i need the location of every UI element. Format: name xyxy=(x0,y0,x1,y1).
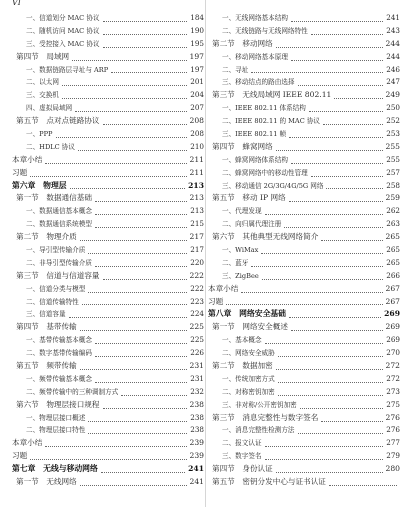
dot-leader xyxy=(300,408,384,409)
toc-entry-title: 第三节 信道与信道容量 xyxy=(16,270,100,280)
toc-entry xyxy=(208,450,400,463)
toc-entry xyxy=(208,180,400,193)
dot-leader xyxy=(30,176,186,177)
toc-entry-page: 255 xyxy=(385,141,400,151)
dot-leader xyxy=(95,356,187,357)
toc-entry-page: 267 xyxy=(385,283,400,293)
dot-leader xyxy=(311,34,384,35)
toc-entry xyxy=(208,231,400,244)
toc-entry-page: 269 xyxy=(385,322,400,332)
toc-entry-page: 207 xyxy=(190,103,204,113)
toc-entry xyxy=(12,167,204,180)
toc-entry-page: 213 xyxy=(189,193,204,203)
toc-entry xyxy=(208,347,400,360)
toc-entry xyxy=(208,296,400,309)
toc-entry-page: 280 xyxy=(385,464,400,474)
toc-entry-page: 231 xyxy=(189,361,204,371)
toc-entry-page: 238 xyxy=(190,425,204,435)
toc-entry xyxy=(208,64,400,77)
toc-entry xyxy=(12,270,204,283)
toc-column-right xyxy=(208,12,400,489)
toc-entry xyxy=(208,412,400,425)
toc-entry xyxy=(208,76,400,89)
toc-entry-title: 三、交换机 xyxy=(26,91,59,100)
toc-entry-title: 一、代理发现 xyxy=(222,207,262,216)
toc-entry-title: 一、传统加密方式 xyxy=(222,374,275,383)
dot-leader xyxy=(80,330,187,331)
toc-entry xyxy=(12,386,204,399)
dot-leader xyxy=(251,72,383,73)
toc-entry-page: 244 xyxy=(385,38,400,48)
toc-entry xyxy=(12,12,204,25)
toc-entry-title: 三、移动结点的路由选择 xyxy=(222,78,295,87)
dot-leader xyxy=(276,369,383,370)
toc-entry-page: 223 xyxy=(190,296,204,306)
toc-entry-page: 250 xyxy=(386,103,400,113)
dot-leader xyxy=(298,433,384,434)
toc-entry-title: 二、数字基带传输编码 xyxy=(26,349,92,358)
dot-leader xyxy=(323,124,383,125)
dot-leader xyxy=(95,382,187,383)
toc-entry xyxy=(12,244,204,257)
dot-leader xyxy=(321,240,382,241)
dot-leader xyxy=(226,304,382,305)
dot-leader xyxy=(265,214,384,215)
column-divider xyxy=(205,0,206,507)
dot-leader xyxy=(276,47,383,48)
dot-leader xyxy=(88,421,187,422)
toc-entry-title: 第六节 物理层接口规程 xyxy=(16,399,100,409)
dot-leader xyxy=(56,137,188,138)
toc-entry xyxy=(208,270,400,283)
toc-entry-page: 225 xyxy=(189,322,204,332)
dot-leader xyxy=(70,188,186,189)
toc-entry-page: 241 xyxy=(189,477,204,487)
toc-entry-title: 第五节 移动 IP 网络 xyxy=(212,193,286,203)
toc-entry xyxy=(208,115,400,128)
toc-entry-title: 一、移动网络基本原理 xyxy=(222,52,288,61)
dot-leader xyxy=(103,408,187,409)
dot-leader xyxy=(298,85,384,86)
dot-leader xyxy=(321,421,382,422)
toc-entry xyxy=(208,360,400,373)
toc-entry-page: 258 xyxy=(386,180,400,190)
toc-entry xyxy=(12,180,204,193)
toc-entry-page: 217 xyxy=(189,232,204,242)
dot-leader xyxy=(75,111,187,112)
toc-entry-page: 266 xyxy=(386,270,400,280)
toc-entry xyxy=(12,25,204,38)
toc-entry-title: 习题 xyxy=(12,451,28,461)
dot-leader xyxy=(103,47,188,48)
toc-entry-title: 二、寻址 xyxy=(222,65,249,74)
toc-entry xyxy=(12,102,204,115)
toc-entry-page: 270 xyxy=(386,348,400,358)
dot-leader xyxy=(103,21,188,22)
dot-leader xyxy=(103,34,188,35)
toc-entry-title: 一、基带传输基本概念 xyxy=(26,336,92,345)
toc-entry-page: 263 xyxy=(386,219,400,229)
dot-leader xyxy=(289,137,383,138)
toc-entry-title: 一、消息完整性检测方法 xyxy=(222,426,295,435)
toc-entry-page: 225 xyxy=(190,335,204,345)
toc-entry xyxy=(12,347,204,360)
toc-entry xyxy=(12,154,204,167)
toc-entry-title: 第五节 点对点链路协议 xyxy=(16,116,100,126)
toc-entry xyxy=(208,399,400,412)
dot-leader xyxy=(291,330,383,331)
toc-entry xyxy=(208,25,400,38)
toc-entry-title: 第五节 密钥分发中心与证书认证 xyxy=(212,477,326,487)
toc-entry-page: 195 xyxy=(190,38,204,48)
dot-leader xyxy=(278,382,384,383)
toc-entry-title: 一、信道划分 MAC 协议 xyxy=(26,13,100,22)
toc-entry-title: 第五节 频带传输 xyxy=(16,361,77,371)
toc-entry-page: 239 xyxy=(189,451,204,461)
toc-entry-page: 243 xyxy=(386,25,400,35)
toc-entry-title: 二、随机访问 MAC 协议 xyxy=(26,26,100,35)
toc-entry xyxy=(12,76,204,89)
dot-leader xyxy=(80,485,187,486)
dot-leader xyxy=(278,356,384,357)
dot-leader xyxy=(95,227,187,228)
toc-entry xyxy=(208,192,400,205)
toc-entry xyxy=(208,463,400,476)
toc-entry-title: 一、信道分类与模型 xyxy=(26,284,86,293)
toc-entry-title: 二、报文认证 xyxy=(222,439,262,448)
dot-leader xyxy=(309,111,383,112)
toc-entry-page: 265 xyxy=(385,232,400,242)
toc-entry-page: 262 xyxy=(386,206,400,216)
toc-entry-page: 259 xyxy=(385,193,400,203)
toc-entry-page: 267 xyxy=(385,296,400,306)
toc-entry-page: 213 xyxy=(190,206,204,216)
toc-entry xyxy=(12,257,204,270)
toc-entry-title: 本章小结 xyxy=(12,438,43,448)
toc-entry-page: 269 xyxy=(386,335,400,345)
toc-entry-title: 一、数据通信基本概念 xyxy=(26,207,92,216)
toc-entry-page: 253 xyxy=(386,129,400,138)
toc-entry-title: 第二节 移动网络 xyxy=(212,38,273,48)
dot-leader xyxy=(291,21,383,22)
dot-leader xyxy=(88,253,187,254)
toc-entry-title: 二、数据通信系统模型 xyxy=(26,220,92,229)
toc-entry xyxy=(12,64,204,77)
toc-entry-page: 279 xyxy=(386,451,400,461)
toc-entry-page: 204 xyxy=(190,90,204,100)
toc-entry-title: 第四节 局域网 xyxy=(16,51,70,61)
toc-entry xyxy=(12,218,204,231)
toc-entry-title: 第一节 无线网络 xyxy=(16,477,77,487)
dot-leader xyxy=(95,201,187,202)
toc-entry-title: 二、蓝牙 xyxy=(222,258,249,267)
toc-column-left xyxy=(12,12,204,489)
toc-entry-title: 第四节 蜂窝网络 xyxy=(212,141,273,151)
dot-leader xyxy=(95,214,187,215)
toc-entry-title: 第一节 网络安全概述 xyxy=(212,322,288,332)
toc-entry xyxy=(12,38,204,51)
dot-leader xyxy=(251,266,383,267)
dot-leader xyxy=(69,317,188,318)
toc-entry-page: 276 xyxy=(386,425,400,435)
toc-entry-title: 习题 xyxy=(208,296,224,306)
toc-entry xyxy=(208,386,400,399)
toc-entry-title: 三、受控接入 MAC 协议 xyxy=(26,39,100,48)
toc-entry-title: 第二节 物理介质 xyxy=(16,232,77,242)
toc-entry-title: 一、IEEE 802.11 体系结构 xyxy=(222,104,306,113)
dot-leader xyxy=(88,433,187,434)
toc-entry-page: 217 xyxy=(190,245,204,255)
toc-entry-page: 241 xyxy=(386,12,400,22)
toc-entry xyxy=(208,244,400,257)
toc-entry-page: 224 xyxy=(190,309,204,319)
dot-leader xyxy=(326,188,383,189)
toc-entry-title: 一、WiMax xyxy=(222,246,259,255)
toc-entry xyxy=(12,89,204,102)
toc-entry-page: 273 xyxy=(386,386,400,396)
toc-entry xyxy=(12,231,204,244)
toc-entry xyxy=(12,412,204,425)
toc-entry xyxy=(208,38,400,51)
toc-entry xyxy=(12,192,204,205)
toc-entry-page: 190 xyxy=(190,25,204,35)
dot-leader xyxy=(103,279,187,280)
toc-entry-page: 226 xyxy=(190,348,204,358)
toc-entry-page: 269 xyxy=(384,309,400,319)
toc-entry-page: 222 xyxy=(190,283,204,293)
toc-entry-page: 208 xyxy=(189,116,204,126)
toc-entry xyxy=(12,296,204,309)
toc-entry-page: 276 xyxy=(385,412,400,422)
toc-entry-title: 第六节 其他典型无线网络简介 xyxy=(212,232,319,242)
toc-entry xyxy=(12,373,204,386)
toc-entry-page: 257 xyxy=(386,167,400,177)
toc-entry xyxy=(12,141,204,154)
toc-entry-title: 一、频带传输基本概念 xyxy=(26,374,92,383)
toc-entry-page: 201 xyxy=(190,77,204,87)
toc-entry-page: 211 xyxy=(189,167,204,177)
toc-entry-title: 二、HDLC 协议 xyxy=(26,142,75,151)
toc-entry-title: 二、以太网 xyxy=(26,78,59,87)
dot-leader xyxy=(265,459,384,460)
toc-entry-title: 第三节 无线局域网 IEEE 802.11 xyxy=(212,90,332,100)
toc-entry xyxy=(208,154,400,167)
toc-entry-title: 二、非导引型传输介质 xyxy=(26,258,92,267)
toc-entry xyxy=(208,321,400,334)
dot-leader xyxy=(95,266,187,267)
dot-leader xyxy=(291,60,383,61)
dot-leader xyxy=(80,240,187,241)
toc-entry-title: 四、虚拟局域网 xyxy=(26,104,73,113)
toc-entry-page: 215 xyxy=(190,219,204,229)
toc-entry-title: 一、无线网络基本结构 xyxy=(222,13,288,22)
toc-entry xyxy=(208,257,400,270)
toc-entry-title: 一、物理层接口概述 xyxy=(26,413,86,422)
dot-leader xyxy=(241,292,382,293)
toc-entry-page: 208 xyxy=(190,129,204,138)
toc-entry-page: 238 xyxy=(190,412,204,422)
dot-leader xyxy=(289,317,381,318)
dot-leader xyxy=(262,279,384,280)
toc-entry xyxy=(208,102,400,115)
dot-leader xyxy=(291,163,383,164)
toc-entry xyxy=(208,373,400,386)
dot-leader xyxy=(278,395,384,396)
toc-entry xyxy=(12,360,204,373)
toc-entry xyxy=(12,463,204,476)
dot-leader xyxy=(103,124,187,125)
toc-entry-title: 第四节 基带传输 xyxy=(16,322,77,332)
dot-leader xyxy=(276,150,383,151)
toc-entry-title: 第一节 数据通信基础 xyxy=(16,193,92,203)
toc-entry-title: 习题 xyxy=(12,167,28,177)
toc-entry-page: 244 xyxy=(386,51,400,61)
toc-entry-title: 三、移动通信 2G/3G/4G/5G 网络 xyxy=(222,181,324,190)
dot-leader xyxy=(261,253,383,254)
toc-entry-title: 第二节 数据加密 xyxy=(212,361,273,371)
dot-leader xyxy=(329,485,397,486)
dot-leader xyxy=(62,98,187,99)
toc-entry-title: 第四节 身份认证 xyxy=(212,464,273,474)
toc-entry-page: 255 xyxy=(386,154,400,164)
toc-entry-title: 二、蜂窝网络中的移动性管理 xyxy=(222,168,308,177)
toc-entry xyxy=(208,128,400,141)
dot-leader xyxy=(45,446,186,447)
toc-entry xyxy=(208,51,400,64)
dot-leader xyxy=(82,304,188,305)
toc-entry xyxy=(208,12,400,25)
dot-leader xyxy=(72,60,186,61)
dot-leader xyxy=(30,459,186,460)
toc-entry-title: 本章小结 xyxy=(208,283,239,293)
toc-entry xyxy=(12,51,204,64)
toc-entry-title: 第三节 消息完整性与数字签名 xyxy=(212,412,319,422)
toc-entry-title: 三、ZigBee xyxy=(222,271,259,280)
toc-entry xyxy=(12,128,204,141)
toc-entry-title: 第六章 物理层 xyxy=(12,180,67,190)
toc-entry xyxy=(208,141,400,154)
toc-entry-title: 一、PPP xyxy=(26,130,53,138)
toc-entry-title: 一、数据链路层寻址与 ARP xyxy=(26,65,109,74)
page-number: VI xyxy=(12,0,21,7)
toc-entry-page: 246 xyxy=(386,64,400,74)
toc-entry-title: 三、信道容量 xyxy=(26,310,66,319)
toc-entry-page: 272 xyxy=(385,361,400,371)
toc-entry xyxy=(12,115,204,128)
toc-entry-title: 三、非对称/公开密钥加密 xyxy=(222,400,297,409)
toc-entry-page: 241 xyxy=(188,464,204,474)
toc-entry-page: 277 xyxy=(386,438,400,448)
toc-entry-page: 232 xyxy=(190,386,204,396)
toc-entry-page: 220 xyxy=(190,257,204,267)
toc-entry-page: 210 xyxy=(190,141,204,151)
toc-entry-page: 238 xyxy=(189,399,204,409)
toc-entry-page: 213 xyxy=(188,180,204,190)
toc-entry xyxy=(12,437,204,450)
toc-entry-page: 247 xyxy=(386,77,400,87)
toc-entry-title: 二、IEEE 802.11 的 MAC 协议 xyxy=(222,117,321,126)
toc-entry xyxy=(208,283,400,296)
toc-entry-title: 三、数字签名 xyxy=(222,452,262,461)
toc-entry-title: 二、物理层接口特性 xyxy=(26,426,86,435)
toc-entry xyxy=(208,205,400,218)
toc-entry-page: 252 xyxy=(386,116,400,126)
dot-leader xyxy=(265,446,384,447)
dot-leader xyxy=(265,343,384,344)
toc-entry xyxy=(208,334,400,347)
toc-entry xyxy=(12,308,204,321)
toc-entry-page: 211 xyxy=(189,154,204,164)
dot-leader xyxy=(45,163,186,164)
toc-entry-page: 249 xyxy=(385,90,400,100)
toc-entry-page: 265 xyxy=(386,257,400,267)
toc-entry-page: 272 xyxy=(386,373,400,383)
toc-entry-title: 二、无线链路与无线网络特性 xyxy=(222,26,308,35)
toc-entry xyxy=(208,425,400,438)
toc-entry-title: 本章小结 xyxy=(12,154,43,164)
toc-entry-title: 一、蜂窝网络体系结构 xyxy=(222,155,288,164)
dot-leader xyxy=(289,201,383,202)
dot-leader xyxy=(88,292,187,293)
toc-entry-page: 184 xyxy=(190,12,204,22)
toc-entry xyxy=(12,283,204,296)
toc-entry-title: 第七章 无线与移动网络 xyxy=(12,464,98,474)
toc-entry-page: 197 xyxy=(190,64,204,74)
dot-leader xyxy=(95,343,187,344)
toc-entry xyxy=(208,437,400,450)
dot-leader xyxy=(80,369,187,370)
toc-entry-title: 二、对称密钥加密 xyxy=(222,387,275,396)
dot-leader xyxy=(284,227,383,228)
toc-entry-page: 265 xyxy=(386,245,400,255)
dot-leader xyxy=(311,176,384,177)
toc-entry-title: 一、导引型传输介质 xyxy=(26,246,86,255)
toc-entry xyxy=(12,334,204,347)
toc-entry xyxy=(208,308,400,321)
dot-leader xyxy=(101,472,185,473)
toc-entry-page: 197 xyxy=(189,51,204,61)
toc-entry xyxy=(12,425,204,438)
toc-entry-page: 239 xyxy=(189,438,204,448)
toc-entry-page: 222 xyxy=(189,270,204,280)
toc-entry-title: 一、基本概念 xyxy=(222,336,262,345)
toc-entry xyxy=(12,450,204,463)
toc-entry-title: 二、信道传输特性 xyxy=(26,297,79,306)
toc-entry xyxy=(208,89,400,102)
toc-entry xyxy=(12,476,204,489)
dot-leader xyxy=(276,472,383,473)
toc-entry-page: 231 xyxy=(190,373,204,383)
toc-entry-title: 二、网络安全威胁 xyxy=(222,349,275,358)
dot-leader xyxy=(111,72,187,73)
dot-leader xyxy=(62,85,187,86)
toc-entry-page: 275 xyxy=(386,399,400,409)
toc-entry xyxy=(12,205,204,218)
toc-entry xyxy=(208,476,400,489)
dot-leader xyxy=(121,395,187,396)
toc-entry-title: 二、向归属代理注册 xyxy=(222,220,282,229)
toc-entry-title: 三、IEEE 802.11 帧 xyxy=(222,130,287,138)
dot-leader xyxy=(78,150,187,151)
toc-entry-title: 第八章 网络安全基础 xyxy=(208,309,286,319)
toc-entry xyxy=(12,321,204,334)
dot-leader xyxy=(334,98,382,99)
toc-entry xyxy=(208,218,400,231)
toc-entry-title: 二、频带传输中的三种调制方式 xyxy=(26,387,119,396)
toc-entry xyxy=(12,399,204,412)
toc-entry xyxy=(208,167,400,180)
